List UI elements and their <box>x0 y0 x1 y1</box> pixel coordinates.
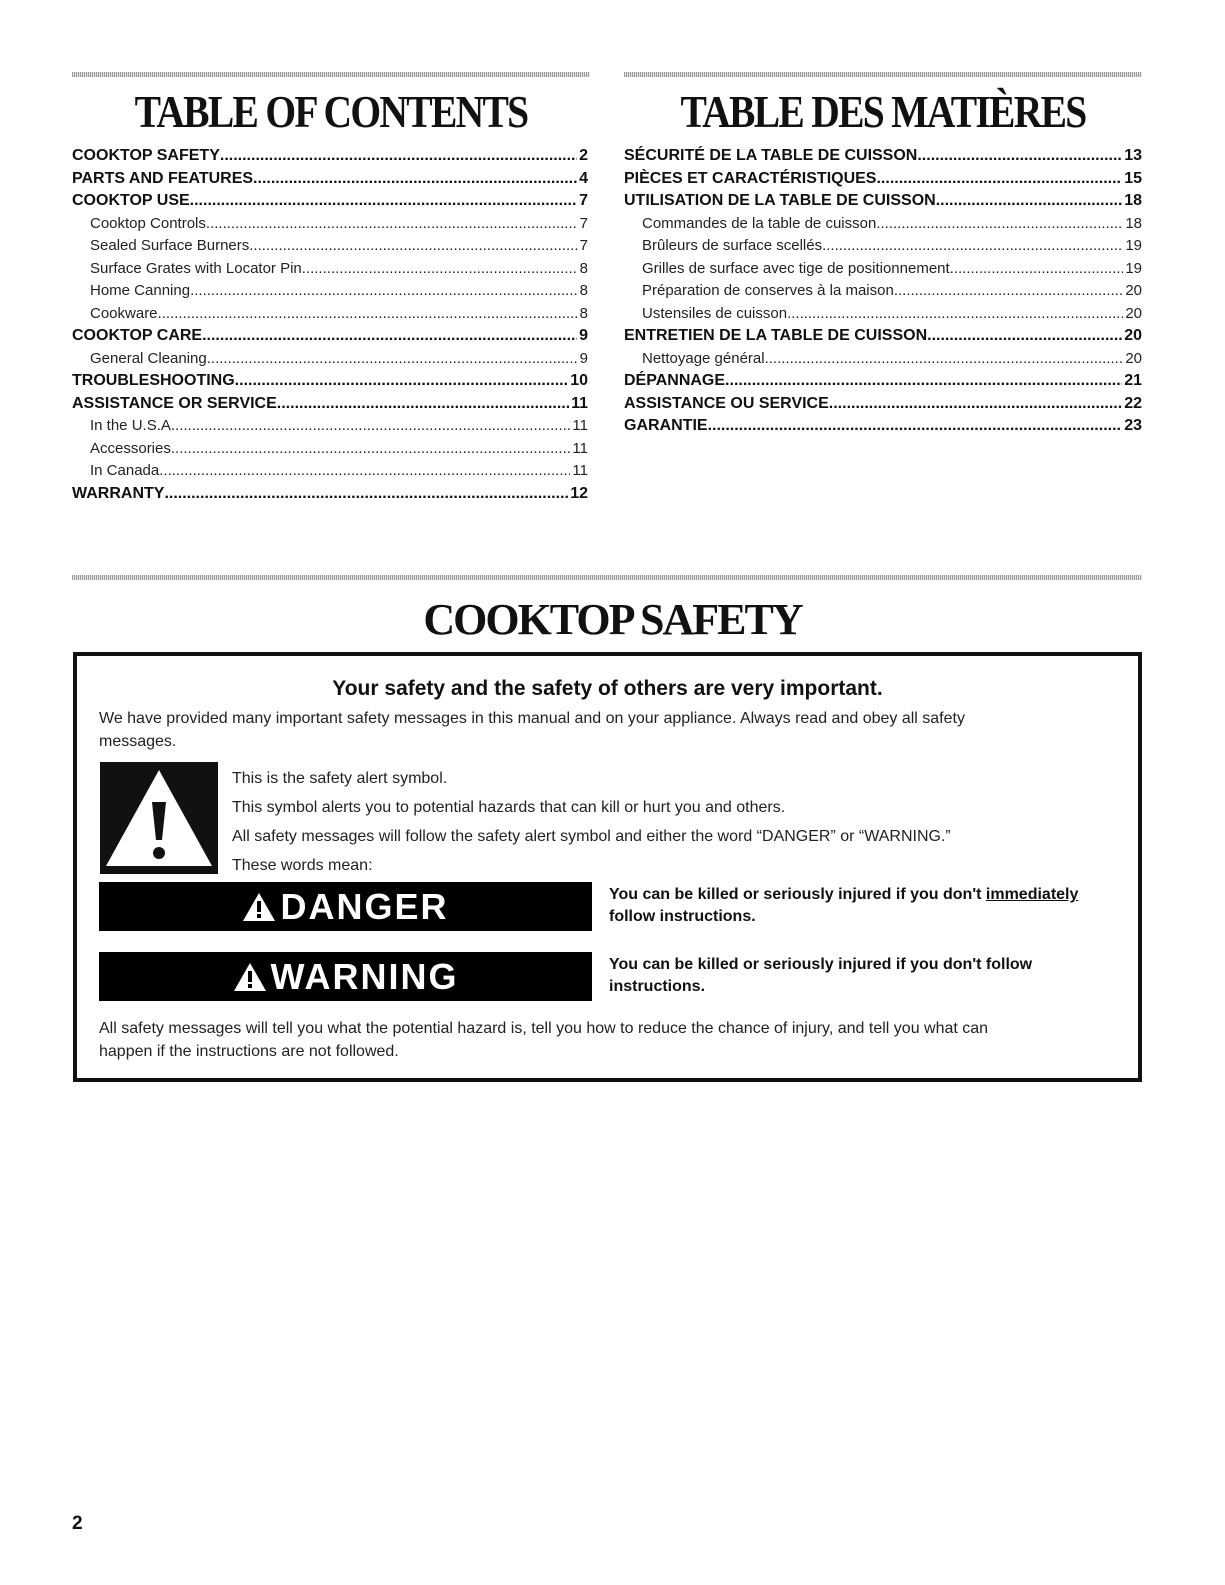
toc-list-english <box>72 145 588 505</box>
toc-entry <box>624 370 1142 393</box>
toc-entry <box>624 415 1142 438</box>
toc-entry <box>72 235 588 258</box>
warning-description <box>609 954 1129 998</box>
divider-rule-full <box>72 575 1142 580</box>
toc-entry-page: 10 <box>570 372 588 389</box>
toc-entry-label: TROUBLESHOOTING <box>72 372 235 389</box>
toc-entry <box>72 168 588 191</box>
toc-entry-label: PIÈCES ET CARACTÉRISTIQUES <box>624 169 877 187</box>
toc-leader-dots <box>822 235 1123 258</box>
toc-leader-dots <box>708 415 1123 438</box>
danger-description <box>609 884 1129 928</box>
toc-entry-label: Cooktop Controls <box>90 214 206 232</box>
toc-entry <box>624 235 1142 258</box>
toc-entry <box>72 213 588 236</box>
toc-entry-page: 11 <box>572 439 588 457</box>
toc-entry-label: WARRANTY <box>72 484 165 502</box>
safety-alert-symbol-icon <box>100 762 218 874</box>
toc-entry <box>624 303 1142 326</box>
toc-entry <box>72 438 588 461</box>
toc-entry-label: ASSISTANCE OU SERVICE <box>624 394 829 412</box>
warning-label: WARNING <box>270 955 459 997</box>
toc-entry-label: Home Canning <box>90 282 191 299</box>
toc-entry-label: DÉPANNAGE <box>624 372 726 389</box>
toc-entry-label: GARANTIE <box>624 417 708 434</box>
toc-entry-page: 11 <box>571 394 588 412</box>
toc-leader-dots <box>277 393 569 416</box>
toc-entry-label: COOKTOP CARE <box>72 327 203 344</box>
toc-entry-page: 11 <box>572 417 588 434</box>
safety-alert-text <box>232 764 1112 880</box>
toc-entry-label: Nettoyage général <box>642 349 765 367</box>
toc-entry-label: Surface Grates with Locator Pin <box>90 259 302 277</box>
toc-entry <box>72 348 588 371</box>
toc-entry <box>72 145 588 168</box>
divider-rule-right <box>624 72 1142 77</box>
toc-entry-label: Ustensiles de cuisson <box>642 304 788 322</box>
toc-entry <box>624 325 1142 348</box>
toc-entry-label: Cookware <box>90 304 158 322</box>
toc-leader-dots <box>936 190 1123 213</box>
toc-leader-dots <box>158 303 578 326</box>
toc-entry-page: 8 <box>579 259 588 277</box>
toc-entry-page: 18 <box>1125 214 1142 232</box>
toc-leader-dots <box>894 280 1124 303</box>
toc-entry-page: 11 <box>572 462 588 479</box>
danger-desc-text: You can be killed or seriously injured if you don't <box>609 886 986 903</box>
toc-entry-page: 20 <box>1125 349 1142 367</box>
alert-line: All safety messages will follow the safety alert symbol and either the word “DANGER” or “WARNING.” <box>232 828 951 845</box>
toc-leader-dots <box>876 213 1123 236</box>
toc-entry-label: Accessories <box>90 439 171 457</box>
toc-entry-page: 8 <box>579 282 588 299</box>
toc-title-french: TABLE DES MATIÈRES <box>680 86 1086 137</box>
toc-entry-label: In Canada <box>90 462 160 479</box>
toc-leader-dots <box>765 348 1124 371</box>
toc-entry <box>72 393 588 416</box>
toc-leader-dots <box>927 325 1122 348</box>
toc-entry-label: General Cleaning <box>90 349 207 367</box>
toc-entry <box>72 258 588 281</box>
safety-outro-line: happen if the instructions are not followed. <box>99 1043 399 1060</box>
toc-entry <box>624 168 1142 191</box>
toc-entry-label: Brûleurs de surface scellés <box>642 237 823 254</box>
warning-desc-line: instructions. <box>609 978 706 995</box>
toc-entry-label: PARTS AND FEATURES <box>72 169 254 187</box>
alert-line: This symbol alerts you to potential hazards that can kill or hurt you and others. <box>232 799 786 816</box>
toc-entry-page: 13 <box>1124 147 1142 164</box>
toc-entry-label: ASSISTANCE OR SERVICE <box>72 394 277 412</box>
alert-line: These words mean: <box>232 857 373 874</box>
toc-entry-page: 20 <box>1124 327 1142 344</box>
toc-leader-dots <box>206 213 578 236</box>
toc-entry-page: 19 <box>1125 237 1142 254</box>
toc-entry-label: COOKTOP USE <box>72 192 190 209</box>
divider-rule-left <box>72 72 590 77</box>
danger-label: DANGER <box>280 885 449 927</box>
safety-heading: Your safety and the safety of others are very important. <box>332 677 883 700</box>
toc-entry <box>624 280 1142 303</box>
toc-leader-dots <box>190 190 577 213</box>
danger-desc-line: follow instructions. <box>609 908 756 925</box>
toc-entry-page: 12 <box>570 484 588 502</box>
toc-entry-page: 20 <box>1125 304 1142 322</box>
toc-entry <box>72 370 588 393</box>
warning-triangle-icon <box>242 892 276 922</box>
toc-entry-page: 2 <box>579 147 588 164</box>
toc-entry <box>72 415 588 438</box>
toc-entry <box>624 190 1142 213</box>
toc-entry-page: 19 <box>1125 259 1142 277</box>
toc-entry-page: 18 <box>1124 192 1142 209</box>
toc-leader-dots <box>175 415 570 438</box>
toc-entry-page: 9 <box>579 327 588 344</box>
toc-leader-dots <box>829 393 1122 416</box>
toc-leader-dots <box>171 438 571 461</box>
warning-desc-line: You can be killed or seriously injured if you don't follow <box>609 956 1033 973</box>
toc-entry <box>72 483 588 506</box>
toc-title-english: TABLE OF CONTENTS <box>134 86 528 137</box>
toc-leader-dots <box>787 303 1123 326</box>
toc-leader-dots <box>253 168 577 191</box>
toc-leader-dots <box>164 483 568 506</box>
toc-entry-page: 15 <box>1124 169 1142 187</box>
toc-leader-dots <box>917 145 1122 168</box>
toc-entry <box>624 145 1142 168</box>
toc-entry-label: COOKTOP SAFETY <box>72 147 220 164</box>
toc-entry <box>72 325 588 348</box>
toc-entry <box>624 258 1142 281</box>
toc-leader-dots <box>220 145 577 168</box>
danger-banner <box>99 882 592 931</box>
safety-intro-line: messages. <box>99 733 177 750</box>
warning-triangle-icon <box>233 962 267 992</box>
toc-entry-page: 7 <box>579 214 588 232</box>
toc-entry <box>624 213 1142 236</box>
alert-line: This is the safety alert symbol. <box>232 770 448 787</box>
toc-entry-label: Sealed Surface Burners <box>90 237 250 254</box>
toc-leader-dots <box>190 280 578 303</box>
toc-entry-label: Grilles de surface avec tige de positionnement <box>642 259 950 277</box>
toc-leader-dots <box>950 258 1124 281</box>
toc-entry-page: 9 <box>579 349 588 367</box>
toc-entry-page: 22 <box>1124 394 1142 412</box>
toc-leader-dots <box>876 168 1122 191</box>
toc-leader-dots <box>249 235 577 258</box>
safety-outro-line: All safety messages will tell you what the potential hazard is, tell you how to reduce the chance of injury, and tell you what can <box>99 1020 989 1037</box>
toc-entry-label: Commandes de la table de cuisson <box>642 214 877 232</box>
toc-entry <box>72 460 588 483</box>
section-title: COOKTOP SAFETY <box>423 595 802 644</box>
toc-list-french <box>624 145 1142 438</box>
toc-entry-label: In the U.S.A. <box>90 417 176 434</box>
toc-entry <box>72 190 588 213</box>
toc-entry-page: 21 <box>1124 372 1142 389</box>
toc-entry-label: UTILISATION DE LA TABLE DE CUISSON <box>624 192 936 209</box>
toc-entry-page: 8 <box>579 304 588 322</box>
safety-intro <box>99 707 1129 753</box>
page-number: 2 <box>72 1513 83 1534</box>
danger-desc-emphasis: immediately <box>985 886 1079 903</box>
toc-leader-dots <box>159 460 570 483</box>
toc-leader-dots <box>235 370 569 393</box>
toc-entry-label: ENTRETIEN DE LA TABLE DE CUISSON <box>624 327 928 344</box>
safety-box <box>73 652 1142 1082</box>
toc-entry <box>624 393 1142 416</box>
toc-entry-page: 23 <box>1124 417 1142 434</box>
toc-entry-label: SÉCURITÉ DE LA TABLE DE CUISSON <box>624 147 918 164</box>
warning-banner <box>99 952 592 1001</box>
toc-entry-page: 4 <box>579 169 588 187</box>
safety-intro-line: We have provided many important safety messages in this manual and on your appliance. Always read and obey all safety <box>99 710 965 727</box>
safety-outro <box>99 1017 1129 1063</box>
toc-leader-dots <box>302 258 578 281</box>
toc-leader-dots <box>725 370 1122 393</box>
toc-entry-page: 20 <box>1125 282 1142 299</box>
toc-entry-page: 7 <box>579 237 588 254</box>
toc-entry <box>72 303 588 326</box>
toc-entry-label: Préparation de conserves à la maison <box>642 282 894 299</box>
toc-entry-page: 7 <box>579 192 588 209</box>
toc-entry <box>624 348 1142 371</box>
toc-leader-dots <box>207 348 578 371</box>
toc-entry <box>72 280 588 303</box>
toc-leader-dots <box>202 325 577 348</box>
